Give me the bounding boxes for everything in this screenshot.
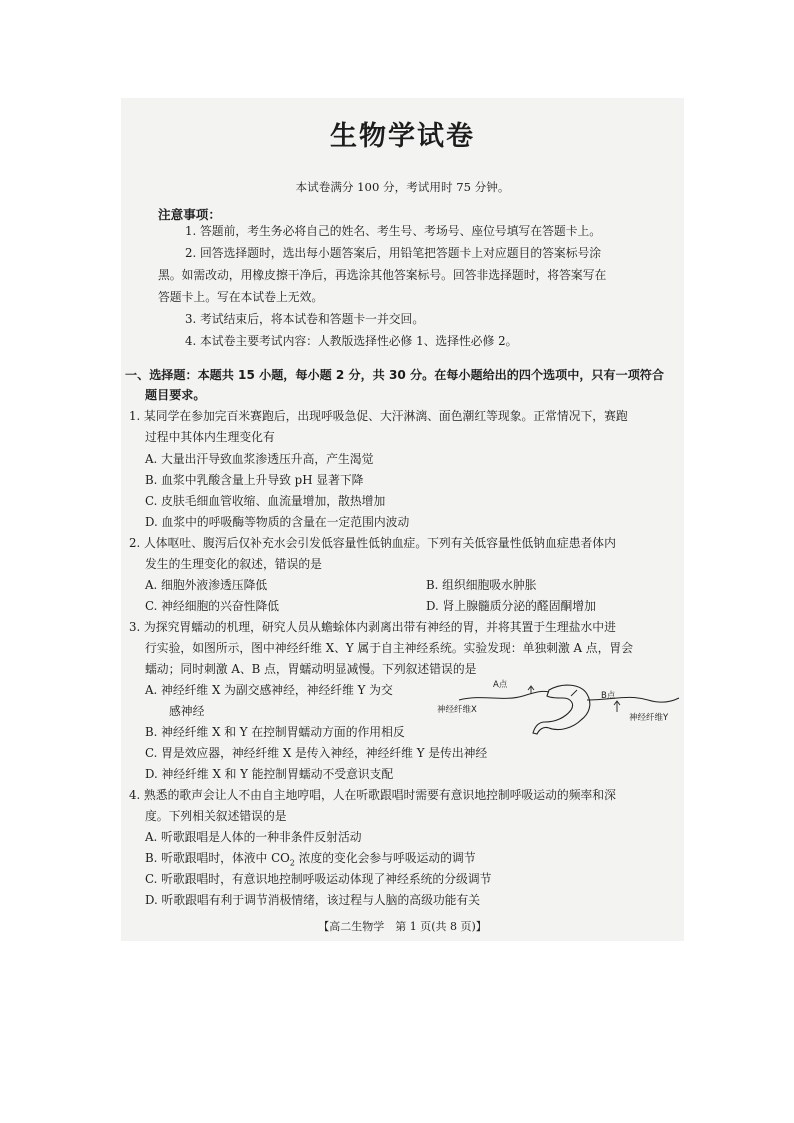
notice-item-3: 3. 考试结束后，将本试卷和答题卡一并交回。 — [185, 312, 425, 326]
question-4-stem: 4. 熟悉的歌声会让人不由自主地哼唱，人在听歌跟唱时需要有意识地控制呼吸运动的频率和深 — [129, 788, 616, 802]
question-4-option-b — [145, 849, 476, 872]
label-point-a: A点 — [493, 680, 508, 690]
stomach-nerve-diagram — [437, 678, 683, 738]
question-2-option-a: A. 细胞外液渗透压降低 — [145, 578, 268, 592]
question-4-option-d: D. 听歌跟唱有利于调节消极情绪，该过程与人脑的高级功能有关 — [145, 893, 481, 907]
question-1-option-b: B. 血浆中乳酸含量上升导致 pH 显著下降 — [145, 473, 364, 487]
question-1-stem-cont: 过程中其体内生理变化有 — [145, 430, 275, 444]
label-fiber-x: 神经纤维X — [437, 705, 477, 715]
question-2-option-c: C. 神经细胞的兴奋性降低 — [145, 599, 280, 613]
question-1-option-c: C. 皮肤毛细血管收缩、血流量增加，散热增加 — [145, 494, 386, 508]
question-3-option-a-cont: 感神经 — [169, 704, 205, 718]
page-title: 生物学试卷 — [330, 121, 475, 152]
label-fiber-y: 神经纤维Y — [629, 713, 669, 723]
question-3-option-b: B. 神经纤维 X 和 Y 在控制胃蠕动方面的作用相反 — [145, 725, 405, 739]
notice-item-2: 2. 回答选择题时，选出每小题答案后，用铅笔把答题卡上对应题目的答案标号涂 — [185, 246, 602, 260]
notice-heading: 注意事项： — [158, 207, 221, 222]
notice-item-4: 4. 本试卷主要考试内容：人教版选择性必修 1、选择性必修 2。 — [185, 334, 518, 348]
question-1-option-a: A. 大量出汗导致血浆渗透压升高，产生渴觉 — [145, 452, 374, 466]
question-4-option-a: A. 听歌跟唱是人体的一种非条件反射活动 — [145, 830, 362, 844]
question-3-stem-cont: 行实验，如图所示，图中神经纤维 X、Y 属于自主神经系统。实验发现：单独刺激 A 点，胃会 — [145, 641, 633, 655]
exam-page — [121, 98, 684, 941]
stomach-outlet — [571, 690, 577, 696]
option-b-text-pre: B. 听歌跟唱时，体液中 CO — [145, 851, 290, 865]
notice-item-2-cont2: 答题卡上。写在本试卷上无效。 — [158, 290, 324, 304]
notice-item-1: 1. 答题前，考生务必将自己的姓名、考生号、考场号、座位号填写在答题卡上。 — [185, 224, 602, 238]
label-point-b: B点 — [601, 691, 616, 701]
question-2-option-d: D. 肾上腺髓质分泌的醛固酮增加 — [426, 599, 596, 613]
option-b-text-post: 浓度的变化会参与呼吸运动的调节 — [294, 851, 476, 865]
question-1-option-d: D. 血浆中的呼吸酶等物质的含量在一定范围内波动 — [145, 515, 410, 529]
question-3-stem-cont2: 蠕动；同时刺激 A、B 点，胃蠕动明显减慢。下列叙述错误的是 — [145, 662, 477, 676]
question-3-option-c: C. 胃是效应器，神经纤维 X 是传入神经，神经纤维 Y 是传出神经 — [145, 746, 488, 760]
question-3-option-a: A. 神经纤维 X 为副交感神经，神经纤维 Y 为交 — [145, 683, 393, 697]
question-2-stem: 2. 人体呕吐、腹泻后仅补充水会引发低容量性低钠血症。下列有关低容量性低钠血症患者体内 — [129, 536, 616, 550]
co2-subscript: 2 — [289, 858, 295, 868]
page-footer: 【高二生物学 第 1 页(共 8 页)】 — [318, 920, 487, 933]
section-heading: 一、选择题：本题共 15 小题，每小题 2 分，共 30 分。在每小题给出的四个选项中，只有一项符合 — [125, 368, 664, 382]
question-1-stem: 1. 某同学在参加完百米赛跑后，出现呼吸急促、大汗淋漓、面色潮红等现象。正常情况下，赛跑 — [129, 409, 628, 423]
question-3-stem: 3. 为探究胃蠕动的机理，研究人员从蟾蜍体内剥离出带有神经的胃，并将其置于生理盐水中进 — [129, 620, 616, 634]
exam-info: 本试卷满分 100 分，考试用时 75 分钟。 — [295, 180, 510, 194]
section-heading-cont: 题目要求。 — [145, 388, 206, 402]
stomach-shape — [533, 685, 590, 734]
question-2-stem-cont: 发生的生理变化的叙述，错误的是 — [145, 557, 322, 571]
question-2-option-b: B. 组织细胞吸水肿胀 — [426, 578, 537, 592]
notice-item-2-cont: 黑。如需改动，用橡皮擦干净后，再选涂其他答案标号。回答非选择题时，将答案写在 — [158, 268, 607, 282]
question-4-stem-cont: 度。下列相关叙述错误的是 — [145, 809, 287, 823]
question-4-option-c: C. 听歌跟唱时，有意识地控制呼吸运动体现了神经系统的分级调节 — [145, 872, 492, 886]
nerve-fiber-x — [459, 691, 549, 700]
question-3-option-d: D. 神经纤维 X 和 Y 能控制胃蠕动不受意识支配 — [145, 767, 394, 781]
